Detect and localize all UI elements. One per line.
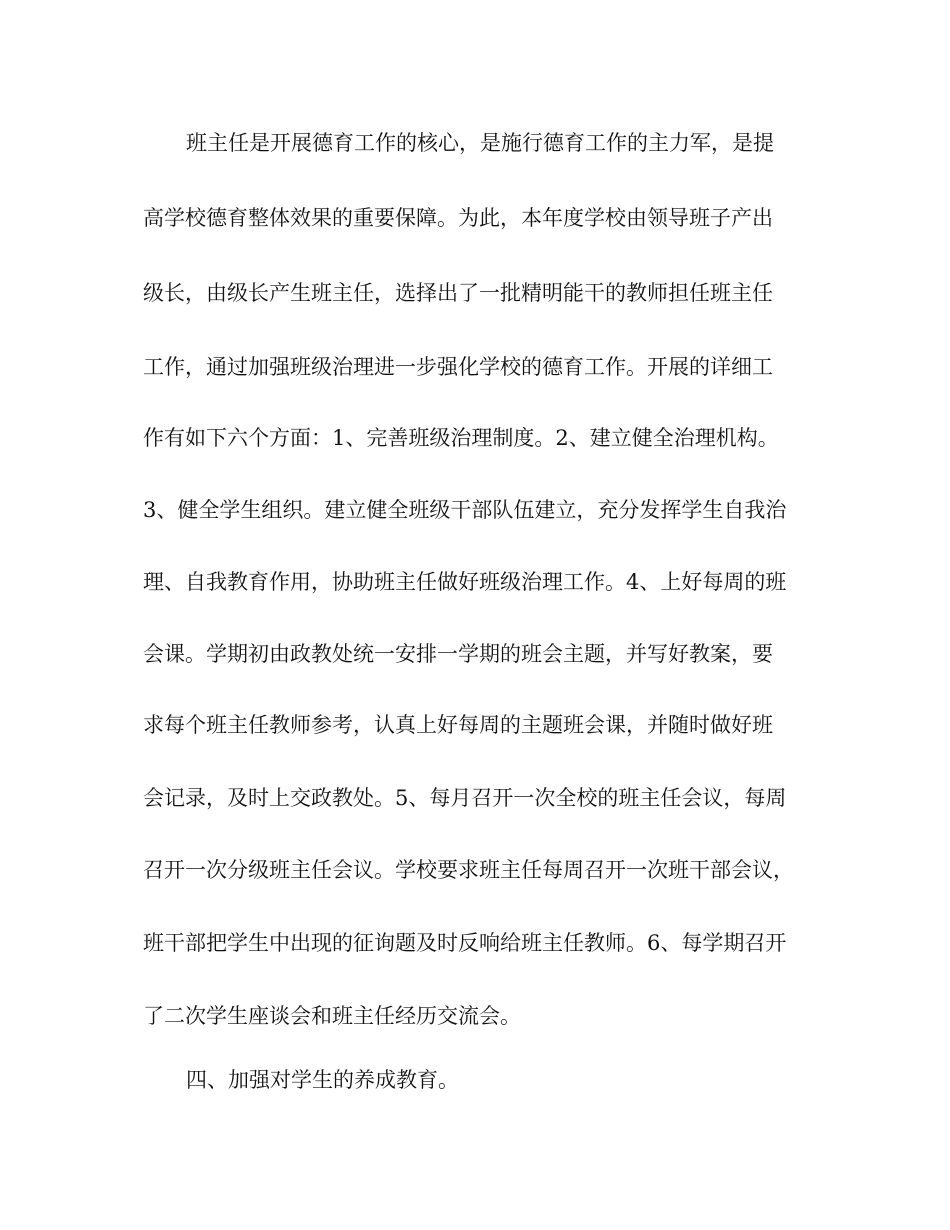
paragraph-line: 求每个班主任教师参考，认真上好每周的主题班会课，并随时做好班: [143, 713, 773, 737]
section-heading: 四、加强对学生的养成教育。: [186, 1068, 459, 1092]
paragraph-line: 班干部把学生中出现的征询题及时反响给班主任教师。6、每学期召开: [143, 931, 787, 955]
paragraph-line: 召开一次分级班主任会议。学校要求班主任每周召开一次班干部会议，: [143, 858, 794, 882]
paragraph-line: 3、健全学生组织。建立健全班级干部队伍建立，充分发挥学生自我治: [143, 498, 787, 522]
paragraph-line: 会记录，及时上交政教处。5、每月召开一次全校的班主任会议，每周: [143, 786, 787, 810]
paragraph-line: 班主任是开展德育工作的核心，是施行德育工作的主力军，是提: [186, 131, 774, 155]
paragraph-line: 了二次学生座谈会和班主任经历交流会。: [143, 1004, 521, 1028]
paragraph-line: 工作，通过加强班级治理进一步强化学校的德育工作。开展的详细工: [143, 355, 773, 379]
paragraph-line: 级长，由级长产生班主任，选择出了一批精明能干的教师担任班主任: [143, 281, 773, 305]
paragraph-line: 理、自我教育作用，协助班主任做好班级治理工作。4、上好每周的班: [143, 570, 787, 594]
paragraph-line: 会课。学期初由政教处统一安排一学期的班会主题，并写好教案，要: [143, 642, 773, 666]
paragraph-line: 高学校德育整体效果的重要保障。为此，本年度学校由领导班子产出: [143, 206, 773, 230]
paragraph-line: 作有如下六个方面：1、完善班级治理制度。2、建立健全治理机构。: [143, 426, 779, 450]
